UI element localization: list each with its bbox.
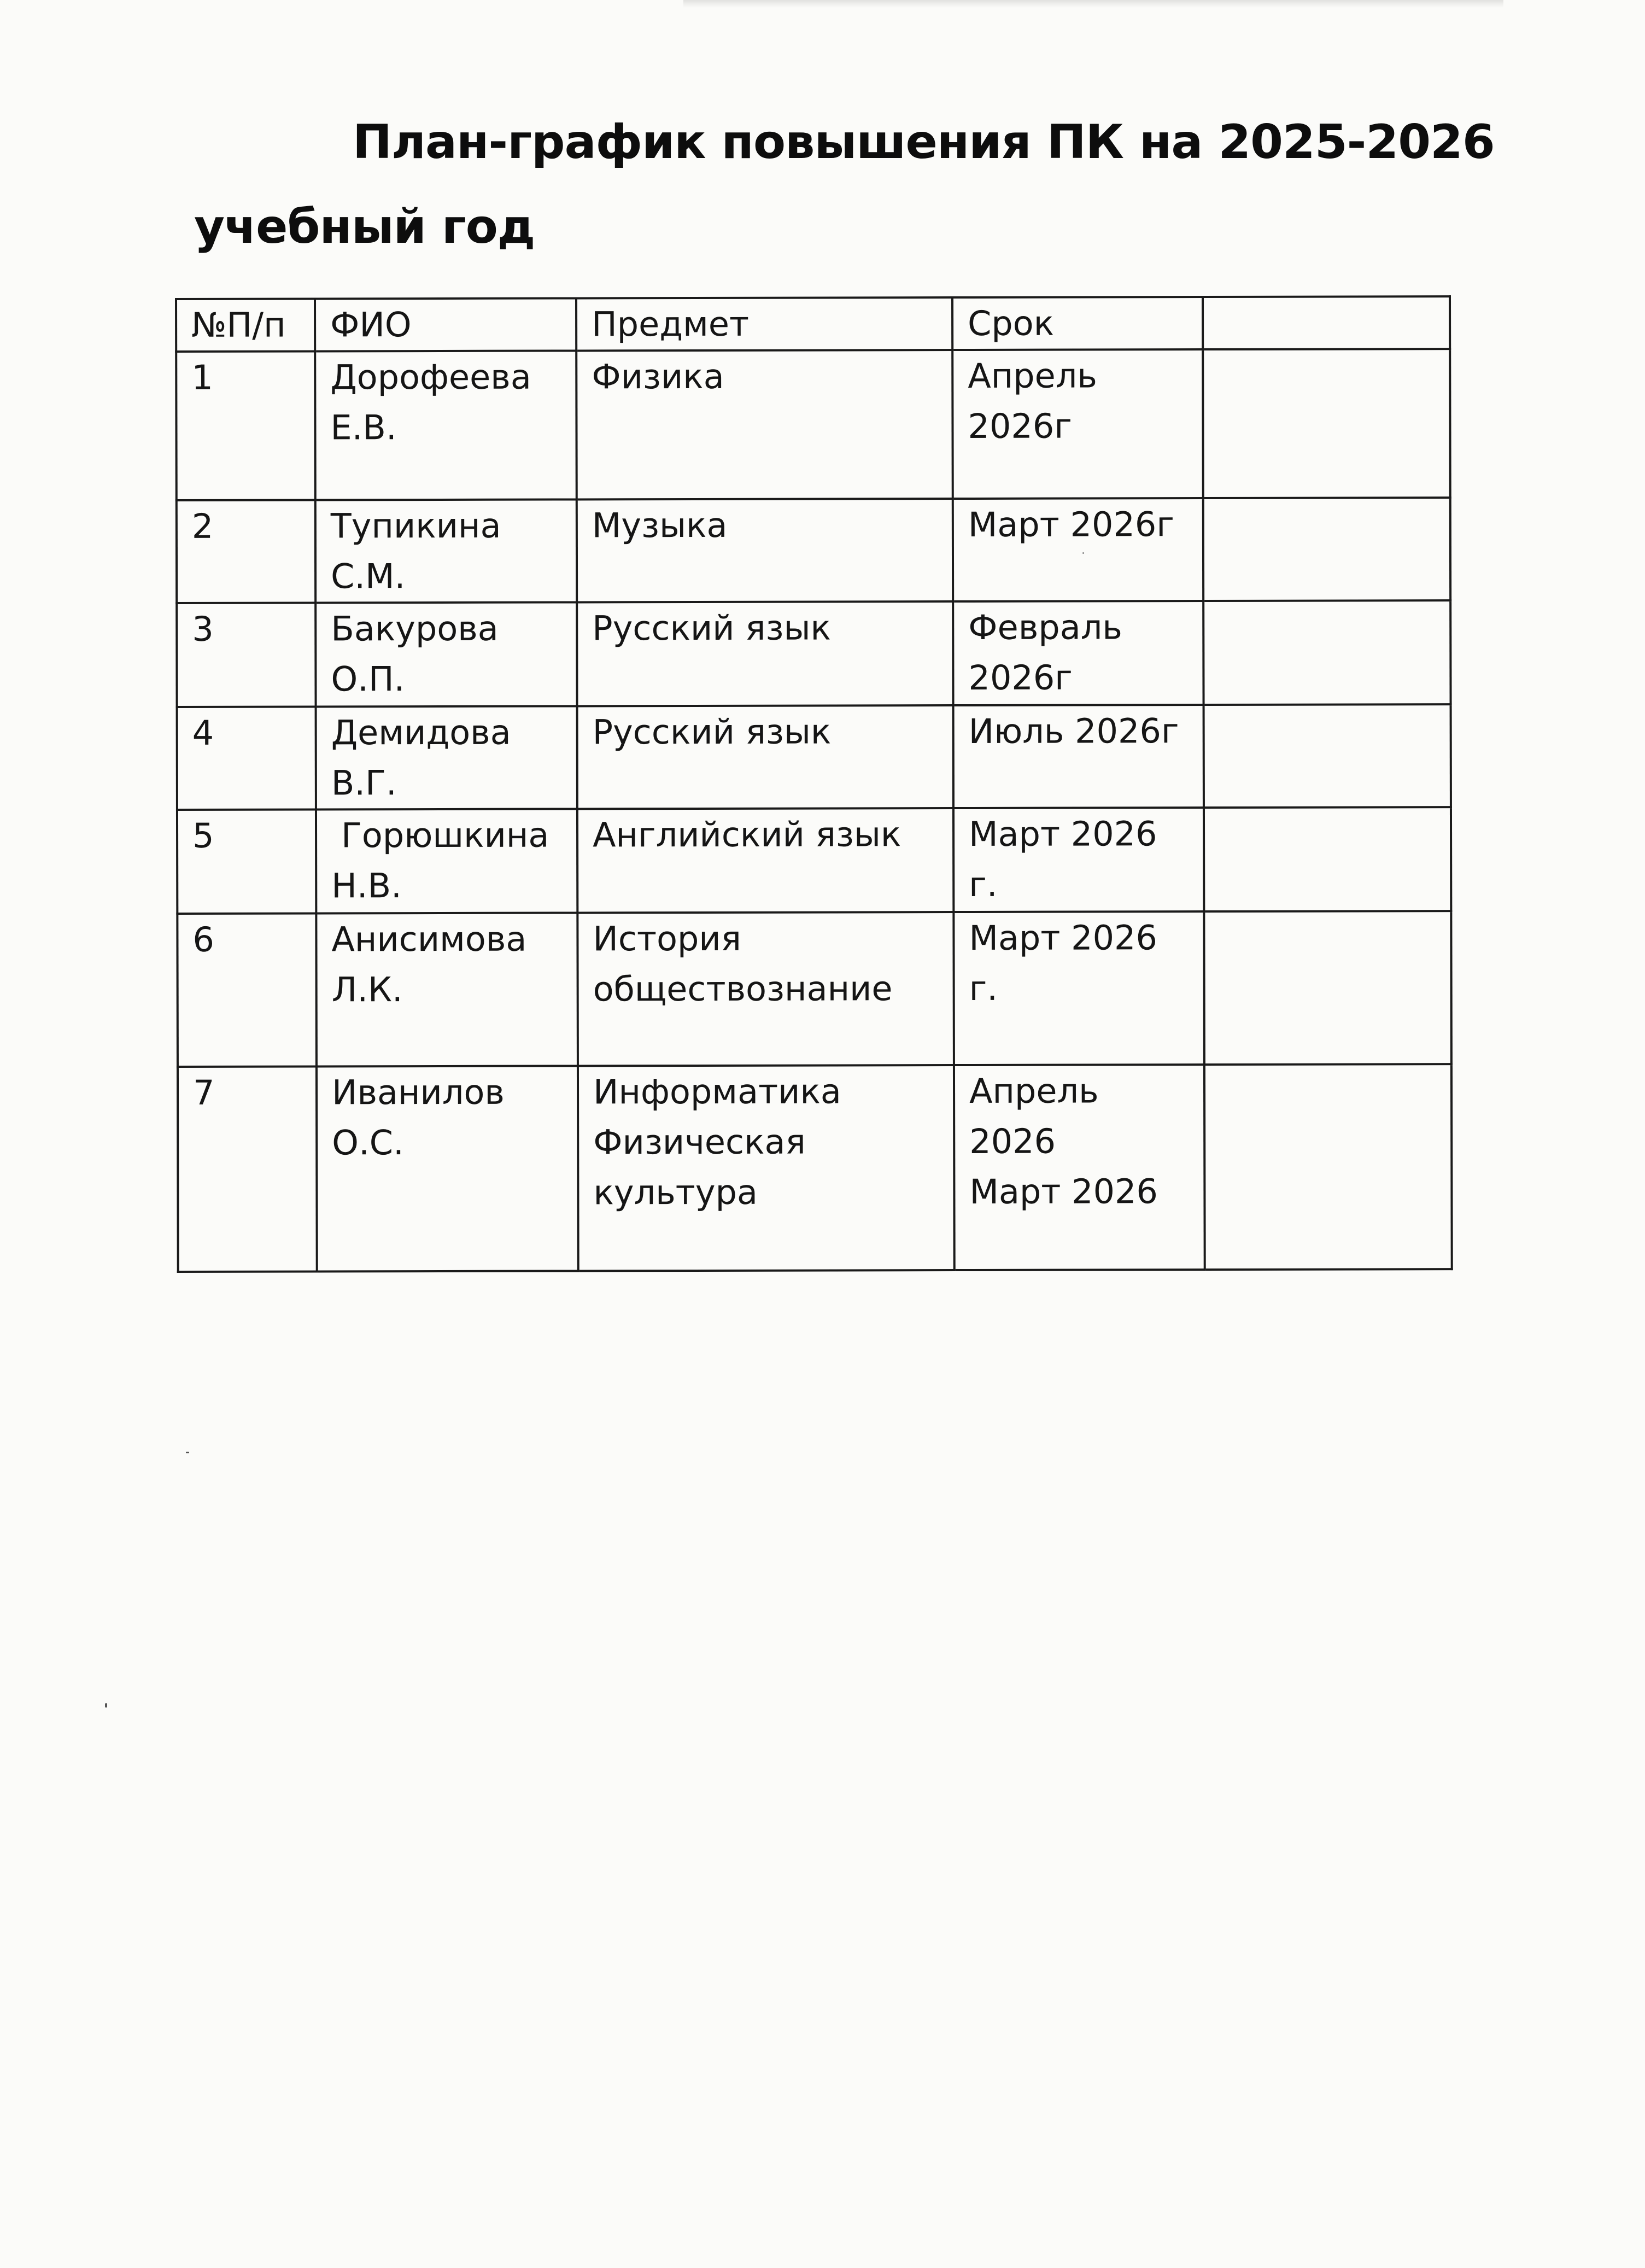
table-row [177, 498, 1450, 603]
subject-line: Информатика [593, 1071, 841, 1112]
subject-line: обществознание [593, 968, 893, 1009]
plan-table-container [175, 295, 1451, 1273]
term-line: Март 2026г [968, 504, 1174, 545]
term-line: Март 2026 [969, 1171, 1158, 1212]
cell-term [953, 808, 1204, 912]
paper-speck [1082, 552, 1084, 554]
term-line: Апрель [969, 1071, 1099, 1111]
fio-surname: Дорофеева [330, 356, 531, 398]
document-title: План-график повышения ПК на 2025-2026 [353, 115, 1495, 169]
cell-fio [315, 499, 577, 603]
cell-term [953, 705, 1204, 808]
cell-fio [316, 913, 578, 1066]
cell-number: 4 [177, 706, 316, 810]
cell-extra [1203, 349, 1450, 498]
term-line: Февраль [968, 607, 1122, 647]
fio-surname: Иванилов [331, 1072, 505, 1113]
fio-surname: Горюшкина [341, 815, 549, 856]
subject-line: Физическая [593, 1121, 806, 1162]
fio-initials: Е.В. [330, 407, 397, 448]
cell-number: 6 [177, 913, 317, 1067]
cell-fio [315, 602, 577, 706]
table-row [177, 600, 1450, 707]
fio-initials: С.М. [330, 556, 406, 597]
cell-fio [317, 1066, 578, 1271]
table-row [178, 1064, 1452, 1272]
paper-speck [105, 1703, 107, 1708]
table-row [177, 911, 1451, 1067]
table-row [176, 349, 1450, 500]
subject-line: Русский язык [592, 711, 832, 752]
fio-initials: О.С. [332, 1123, 404, 1163]
cell-subject [576, 350, 953, 499]
fio-surname: Демидова [331, 712, 511, 753]
cell-extra [1204, 1064, 1452, 1270]
cell-fio [315, 350, 577, 500]
fio-initials: В.Г. [331, 763, 397, 803]
cell-subject [577, 912, 954, 1066]
paper-speck [186, 1452, 189, 1453]
cell-extra [1203, 498, 1450, 601]
cell-fio [316, 809, 577, 913]
term-line: г. [969, 864, 998, 904]
cell-term [953, 911, 1204, 1065]
header-subject: Предмет [576, 297, 952, 350]
cell-subject [578, 1065, 955, 1271]
fio-surname: Тупикина [330, 505, 501, 546]
term-line: г. [969, 968, 998, 1008]
subject-line: Русский язык [592, 607, 832, 648]
subject-line: История [593, 918, 742, 959]
term-line: Март 2026 [968, 814, 1157, 854]
header-term: Срок [952, 297, 1203, 350]
table-header-row [176, 296, 1450, 352]
term-line: 2026 [969, 1121, 1056, 1161]
subject-line: Физика [592, 356, 724, 397]
subject-line: Музыка [592, 505, 728, 546]
cell-subject [577, 808, 953, 913]
cell-subject [577, 705, 953, 809]
table-row [177, 704, 1451, 810]
term-line: 2026г [968, 657, 1073, 698]
cell-number: 2 [177, 500, 315, 603]
cell-extra [1204, 911, 1451, 1065]
cell-term [954, 1065, 1205, 1270]
cell-number: 7 [178, 1066, 317, 1272]
subject-line: культура [593, 1172, 758, 1213]
header-fio: ФИО [315, 298, 576, 351]
cell-number: 5 [177, 809, 316, 914]
fio-surname: Анисимова [331, 919, 527, 960]
header-extra [1203, 296, 1450, 349]
cell-subject [577, 601, 953, 706]
cell-term [953, 498, 1203, 601]
cell-fio [316, 706, 577, 809]
subject-line: Английский язык [592, 814, 901, 855]
fio-initials: О.П. [331, 659, 405, 699]
cell-extra [1204, 704, 1451, 808]
fio-surname: Бакурова [331, 608, 499, 649]
plan-table [175, 295, 1453, 1273]
term-line: Март 2026 [969, 917, 1157, 958]
term-line: 2026г [968, 406, 1072, 446]
cell-term [952, 349, 1203, 499]
term-line: Апрель [968, 355, 1098, 396]
table-row [177, 807, 1451, 914]
cell-subject [577, 499, 953, 602]
header-number: №П/п [176, 299, 315, 352]
document-title-continuation: учебный год [194, 200, 535, 254]
cell-extra [1203, 600, 1450, 705]
fio-initials: Л.К. [331, 969, 403, 1010]
cell-extra [1204, 807, 1451, 911]
cell-number: 1 [176, 351, 315, 500]
cell-term [953, 601, 1203, 705]
cell-number: 3 [177, 603, 315, 707]
term-line: Июль 2026г [968, 711, 1179, 751]
fio-initials: Н.В. [331, 866, 402, 906]
page-edge-shadow [683, 0, 1503, 8]
